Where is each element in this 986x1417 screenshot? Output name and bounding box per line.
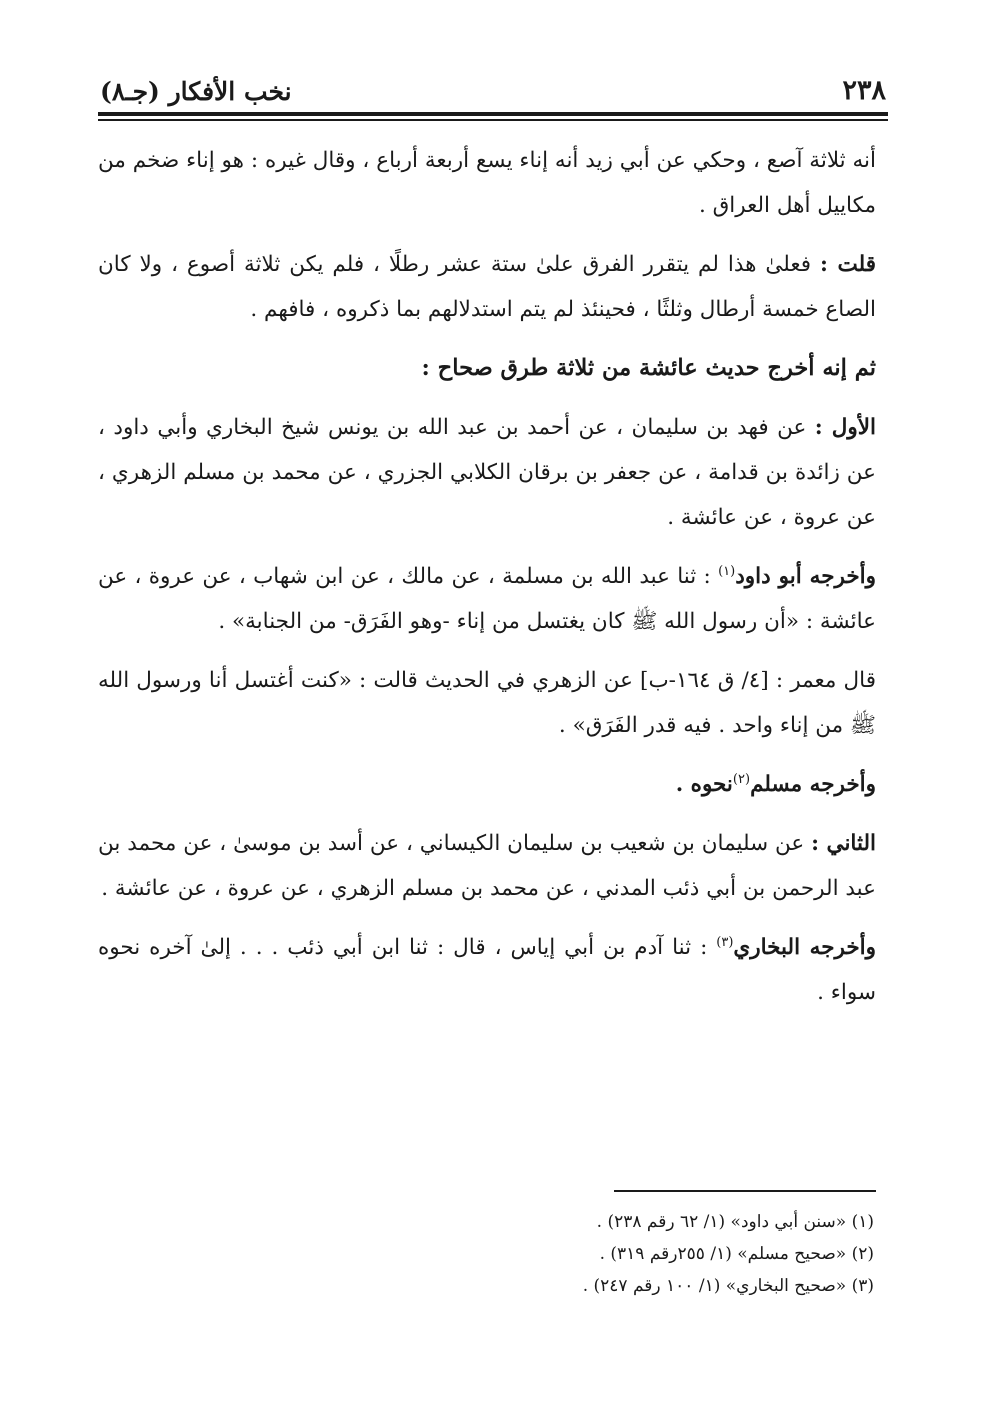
footnote: (٣) «صحيح البخاري» (١/ ١٠٠ رقم ٢٤٧) . [582,1276,874,1296]
footnotes [98,1206,874,1302]
main-text [98,138,876,1029]
paragraph-text: أنه ثلاثة آصع ، وحكي عن أبي زيد أنه إناء يسع أربعة أرباع ، وقال غيره : هو إناء ضخم من مكاييل أهل العراق . [98,148,876,218]
paragraph-text: فعلىٰ هذا لم يتقرر الفرق علىٰ ستة عشر رطلًا ، فلم يكن ثلاثة أصوع ، ولا كان الصاع خمسة أرطال وثلثًا ، فحينئذ لم يتم استدلالهم بما ذكروه ، فافهم . [98,252,876,322]
paragraph [98,821,876,911]
section-heading: ثم إنه أخرج حديث عائشة من ثلاثة طرق صحاح : [421,355,876,381]
paragraph-tail: نحوه . [675,772,733,797]
page-number: ٢٣٨ [842,75,886,106]
paragraph [98,242,876,332]
paragraph-lead: قلت : [819,252,877,277]
paragraph-lead: وأخرجه البخاري [733,935,877,960]
paragraph [98,925,876,1015]
paragraph-text: : ثنا عبد الله بن مسلمة ، عن مالك ، عن ابن شهاب ، عن عروة ، عن عائشة : «أن رسول الله ﷺ كان يغتسل من إناء -وهو الفَرَق- من الجنابة» . [98,564,876,634]
page-header [100,62,886,106]
header-rule-thick [98,112,888,116]
paragraph [98,554,876,644]
paragraph-text: عن سليمان بن شعيب بن سليمان الكيساني ، عن أسد بن موسىٰ ، عن محمد بن عبد الرحمن بن أبي ذئب المدني ، عن محمد بن مسلم الزهري ، عن عروة ، عن عائشة . [98,831,876,901]
paragraph-text: عن فهد بن سليمان ، عن أحمد بن عبد الله بن يونس شيخ البخاري وأبي داود ، عن زائدة بن قدامة ، عن جعفر بن برقان الكلابي الجزري ، عن محمد بن مسلم الزهري ، عن عروة ، عن عائشة . [98,415,876,530]
footnote: (٢) «صحيح مسلم» (١/ ٢٥٥رقم ٣١٩) . [599,1244,874,1264]
footnote-separator [614,1190,876,1192]
paragraph-lead: وأخرجه أبو داود [735,564,876,589]
paragraph-lead: الثاني : [811,831,876,856]
paragraph-lead: الأول : [814,415,876,440]
paragraph [98,762,876,807]
running-title: نخب الأفكار (جـ٨) [100,77,292,106]
footnote-ref: (٢) [732,771,751,787]
paragraph [98,405,876,540]
footnote-ref: (٣) [716,934,734,950]
paragraph-text: : ثنا آدم بن أبي إياس ، قال : ثنا ابن أبي ذئب . . . إلىٰ آخره نحوه سواء . [98,935,876,1005]
paragraph [98,138,876,228]
header-rule-thin [98,119,888,121]
footnote: (١) «سنن أبي داود» (١/ ٦٢ رقم ٢٣٨) . [596,1212,874,1232]
paragraph [98,658,876,748]
paragraph-lead: وأخرجه مسلم [750,772,876,797]
footnote-ref: (١) [718,563,736,579]
paragraph-text: قال معمر : [٤/ ق ١٦٤-ب] عن الزهري في الحديث قالت : «كنت أغتسل أنا ورسول الله ﷺ من إناء واحد . فيه قدر الفَرَق» . [98,668,876,738]
